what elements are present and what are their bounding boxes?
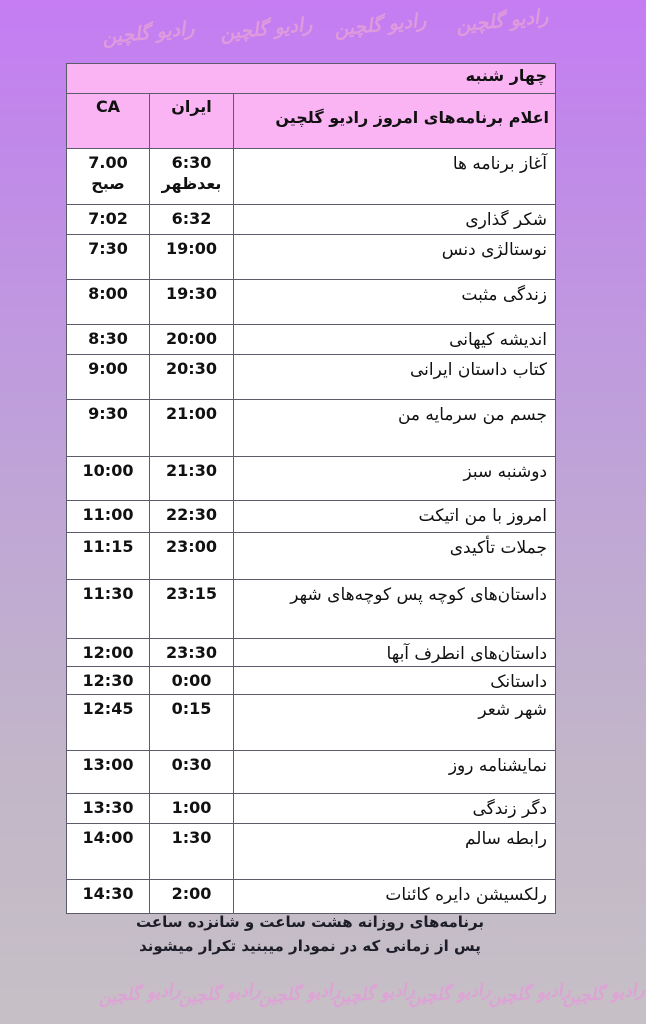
iran-time: 19:00: [166, 239, 217, 258]
iran-time: 0:30: [171, 755, 212, 774]
table-row: [67, 824, 556, 880]
iran-time: 19:30: [166, 284, 217, 303]
ca-time-cell: [67, 400, 150, 457]
table-row: [67, 149, 556, 205]
table-row: [67, 751, 556, 794]
program-name: شکر گذاری: [234, 205, 556, 235]
table-row: [67, 580, 556, 639]
ca-time: 7.00: [88, 153, 128, 172]
ca-time-cell: [67, 501, 150, 533]
program-name: جملات تأکیدی: [234, 533, 556, 580]
ca-time-cell: [67, 880, 150, 914]
ca-time-cell: [67, 280, 150, 325]
iran-time: 20:00: [166, 329, 217, 348]
iran-time-cell: [150, 400, 234, 457]
program-name: دوشنبه سبز: [234, 457, 556, 501]
ca-time: 7:30: [88, 239, 128, 258]
iran-time: 1:30: [171, 828, 212, 847]
iran-time: 21:30: [166, 461, 217, 480]
program-name: شهر شعر: [234, 695, 556, 751]
iran-time: 2:00: [171, 884, 212, 903]
logo-watermark: رادیو گلچین: [97, 979, 182, 1009]
logo-watermark: رادیو گلچین: [561, 979, 646, 1009]
ca-time: 10:00: [82, 461, 134, 480]
logo-watermark: رادیو گلچین: [101, 17, 196, 49]
iran-time-cell: [150, 533, 234, 580]
iran-time-cell: [150, 235, 234, 280]
ca-time: 14:00: [82, 828, 134, 847]
table-row: [67, 880, 556, 914]
ca-time: 11:30: [82, 584, 134, 603]
table-row: [67, 457, 556, 501]
schedule-rows: [67, 149, 556, 914]
iran-time-cell: [150, 580, 234, 639]
iran-time: 23:30: [166, 643, 217, 662]
program-name: زندگی مثبت: [234, 280, 556, 325]
iran-time: 21:00: [166, 404, 217, 423]
ca-time: 9:30: [88, 404, 128, 423]
header-ca: CA: [67, 94, 150, 149]
logo-watermark: رادیو گلچین: [455, 5, 550, 37]
ca-time-cell: [67, 325, 150, 355]
logo-watermark: رادیو گلچین: [333, 9, 428, 41]
bottom-logo-row: [0, 979, 646, 1022]
ca-time: 13:00: [82, 755, 134, 774]
table-row: [67, 355, 556, 400]
program-name: نوستالژی دنس: [234, 235, 556, 280]
ca-time-cell: [67, 355, 150, 400]
table-row: [67, 533, 556, 580]
iran-time: 6:30: [171, 153, 212, 172]
ca-time-cell: [67, 667, 150, 695]
ca-time-suffix: صبح: [91, 174, 125, 193]
logo-watermark: رادیو گلچین: [331, 979, 416, 1009]
header-title: اعلام برنامه‌های امروز رادیو گلچین: [234, 94, 556, 149]
program-name: اندیشه کیهانی: [234, 325, 556, 355]
ca-time: 7:02: [88, 209, 128, 228]
program-name: رلکسیشن دایره کائنات: [234, 880, 556, 914]
table-row: [67, 280, 556, 325]
header-iran: ایران: [150, 94, 234, 149]
program-name: جسم من سرمایه من: [234, 400, 556, 457]
iran-time-suffix: بعدظهر: [161, 174, 222, 193]
program-name: داستان‌های کوچه پس کوچه‌های شهر: [234, 580, 556, 639]
program-name: نمایشنامه روز: [234, 751, 556, 794]
top-logo-row: [0, 5, 632, 49]
ca-time-cell: [67, 580, 150, 639]
ca-time-cell: [67, 695, 150, 751]
header-row: [67, 94, 556, 149]
ca-time: 8:30: [88, 329, 128, 348]
logo-watermark: رادیو گلچین: [177, 979, 262, 1009]
program-name: داستانک: [234, 667, 556, 695]
iran-time-cell: [150, 325, 234, 355]
ca-time-cell: [67, 533, 150, 580]
iran-time-cell: [150, 824, 234, 880]
logo-watermark: رادیو گلچین: [487, 979, 572, 1009]
program-name: رابطه سالم: [234, 824, 556, 880]
iran-time-cell: [150, 751, 234, 794]
iran-time: 0:00: [171, 671, 212, 690]
ca-time-cell: [67, 149, 150, 205]
schedule-table: [66, 63, 556, 914]
ca-time-cell: [67, 794, 150, 824]
iran-time-cell: [150, 457, 234, 501]
footer-note: [80, 910, 540, 958]
program-name: کتاب داستان ایرانی: [234, 355, 556, 400]
ca-time-cell: [67, 639, 150, 667]
program-name: دگر زندگی: [234, 794, 556, 824]
ca-time-cell: [67, 824, 150, 880]
iran-time: 1:00: [171, 798, 212, 817]
iran-time: 6:32: [171, 209, 212, 228]
iran-time-cell: [150, 501, 234, 533]
iran-time-cell: [150, 880, 234, 914]
table-row: [67, 501, 556, 533]
ca-time: 8:00: [88, 284, 128, 303]
table-row: [67, 205, 556, 235]
table-row: [67, 235, 556, 280]
day-row: [67, 64, 556, 94]
footer-line-2: پس از زمانی که در نمودار میبنید تکرار میشوند: [139, 937, 481, 955]
iran-time: 23:15: [166, 584, 217, 603]
table-row: [67, 667, 556, 695]
footer-line-1: برنامه‌های روزانه هشت ساعت و شانزده ساعت: [136, 913, 484, 931]
iran-time: 22:30: [166, 505, 217, 524]
table-row: [67, 695, 556, 751]
ca-time-cell: [67, 457, 150, 501]
iran-time: 0:15: [171, 699, 212, 718]
program-name: آغاز برنامه ها: [234, 149, 556, 205]
ca-time: 11:15: [82, 537, 134, 556]
logo-watermark: رادیو گلچین: [407, 979, 492, 1009]
program-name: داستان‌های انطرف آبها: [234, 639, 556, 667]
ca-time: 11:00: [82, 505, 134, 524]
iran-time-cell: [150, 639, 234, 667]
ca-time: 14:30: [82, 884, 134, 903]
logo-watermark: رادیو گلچین: [219, 13, 314, 45]
ca-time: 12:30: [82, 671, 134, 690]
iran-time-cell: [150, 280, 234, 325]
table-row: [67, 794, 556, 824]
iran-time-cell: [150, 794, 234, 824]
table-row: [67, 325, 556, 355]
day-label: چهار شنبه: [67, 64, 556, 94]
logo-watermark: رادیو گلچین: [257, 979, 342, 1009]
ca-time: 13:30: [82, 798, 134, 817]
ca-time-cell: [67, 235, 150, 280]
iran-time: 20:30: [166, 359, 217, 378]
iran-time-cell: [150, 149, 234, 205]
ca-time: 12:45: [82, 699, 134, 718]
iran-time-cell: [150, 695, 234, 751]
iran-time: 23:00: [166, 537, 217, 556]
iran-time-cell: [150, 355, 234, 400]
table-row: [67, 400, 556, 457]
program-name: امروز با من اتیکت: [234, 501, 556, 533]
ca-time-cell: [67, 751, 150, 794]
ca-time: 9:00: [88, 359, 128, 378]
iran-time-cell: [150, 667, 234, 695]
table-row: [67, 639, 556, 667]
ca-time-cell: [67, 205, 150, 235]
ca-time: 12:00: [82, 643, 134, 662]
iran-time-cell: [150, 205, 234, 235]
